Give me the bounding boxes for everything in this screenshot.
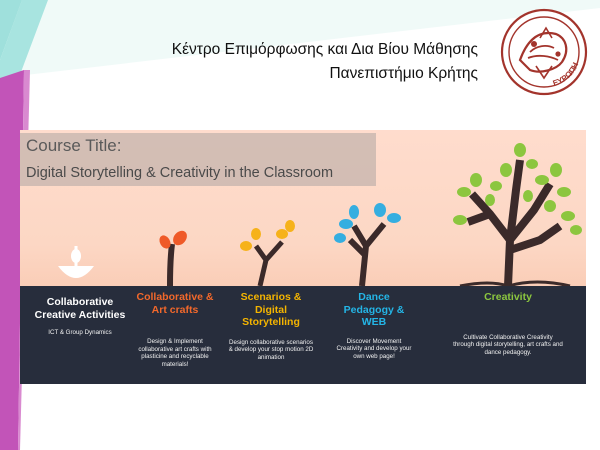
seal-text: ΕΥΡΩΠΗ [551,60,581,88]
stage-4 [334,286,414,360]
stage-5 [452,286,564,356]
young-tree-icon [334,203,401,286]
university-seal-logo [500,8,588,96]
stage-1 [34,286,126,337]
small-plant-icon [240,220,295,286]
stage-5-desc: Cultivate Collaborative Creativity through digital storytelling, art crafts and dance pedagogy. [453,333,563,356]
stage-3-title: Scenarios & Digital Storytelling [240,291,302,328]
stage-2-title: Collaborative & Art crafts [136,291,214,316]
sprout-icon [157,228,190,286]
stage-1-desc: ICT & Group Dynamics [48,329,112,336]
stage-4-title: Dance Pedagogy & WEB [343,291,405,328]
stage-4-desc: Discover Movement Creativity and develop your own web page! [336,337,412,360]
stage-2-desc: Design & Implement collaborative art crafts with plasticine and recyclable materials! [138,338,212,368]
institution-line-1: Κέντρο Επιμόρφωσης και Δια Βίου Μάθησης [171,41,478,58]
seed-icon [58,246,94,278]
stage-3 [228,286,314,361]
stage-5-title: Creativity [484,291,532,303]
course-name: Digital Storytelling & Creativity in the Classroom [26,165,334,181]
stage-1-title: Collaborative Creative Activities [34,296,126,321]
institution-heading [172,38,478,86]
course-banner [20,130,586,384]
big-tree-icon [453,143,582,286]
institution-line-2: Πανεπιστήμιο Κρήτης [329,65,478,82]
stage-3-desc: Design collaborative scenarios & develop your stop motion 2D animation [228,338,314,361]
stage-2 [134,286,216,368]
stages-band [20,286,586,384]
course-title-label: Course Title: [26,136,122,155]
